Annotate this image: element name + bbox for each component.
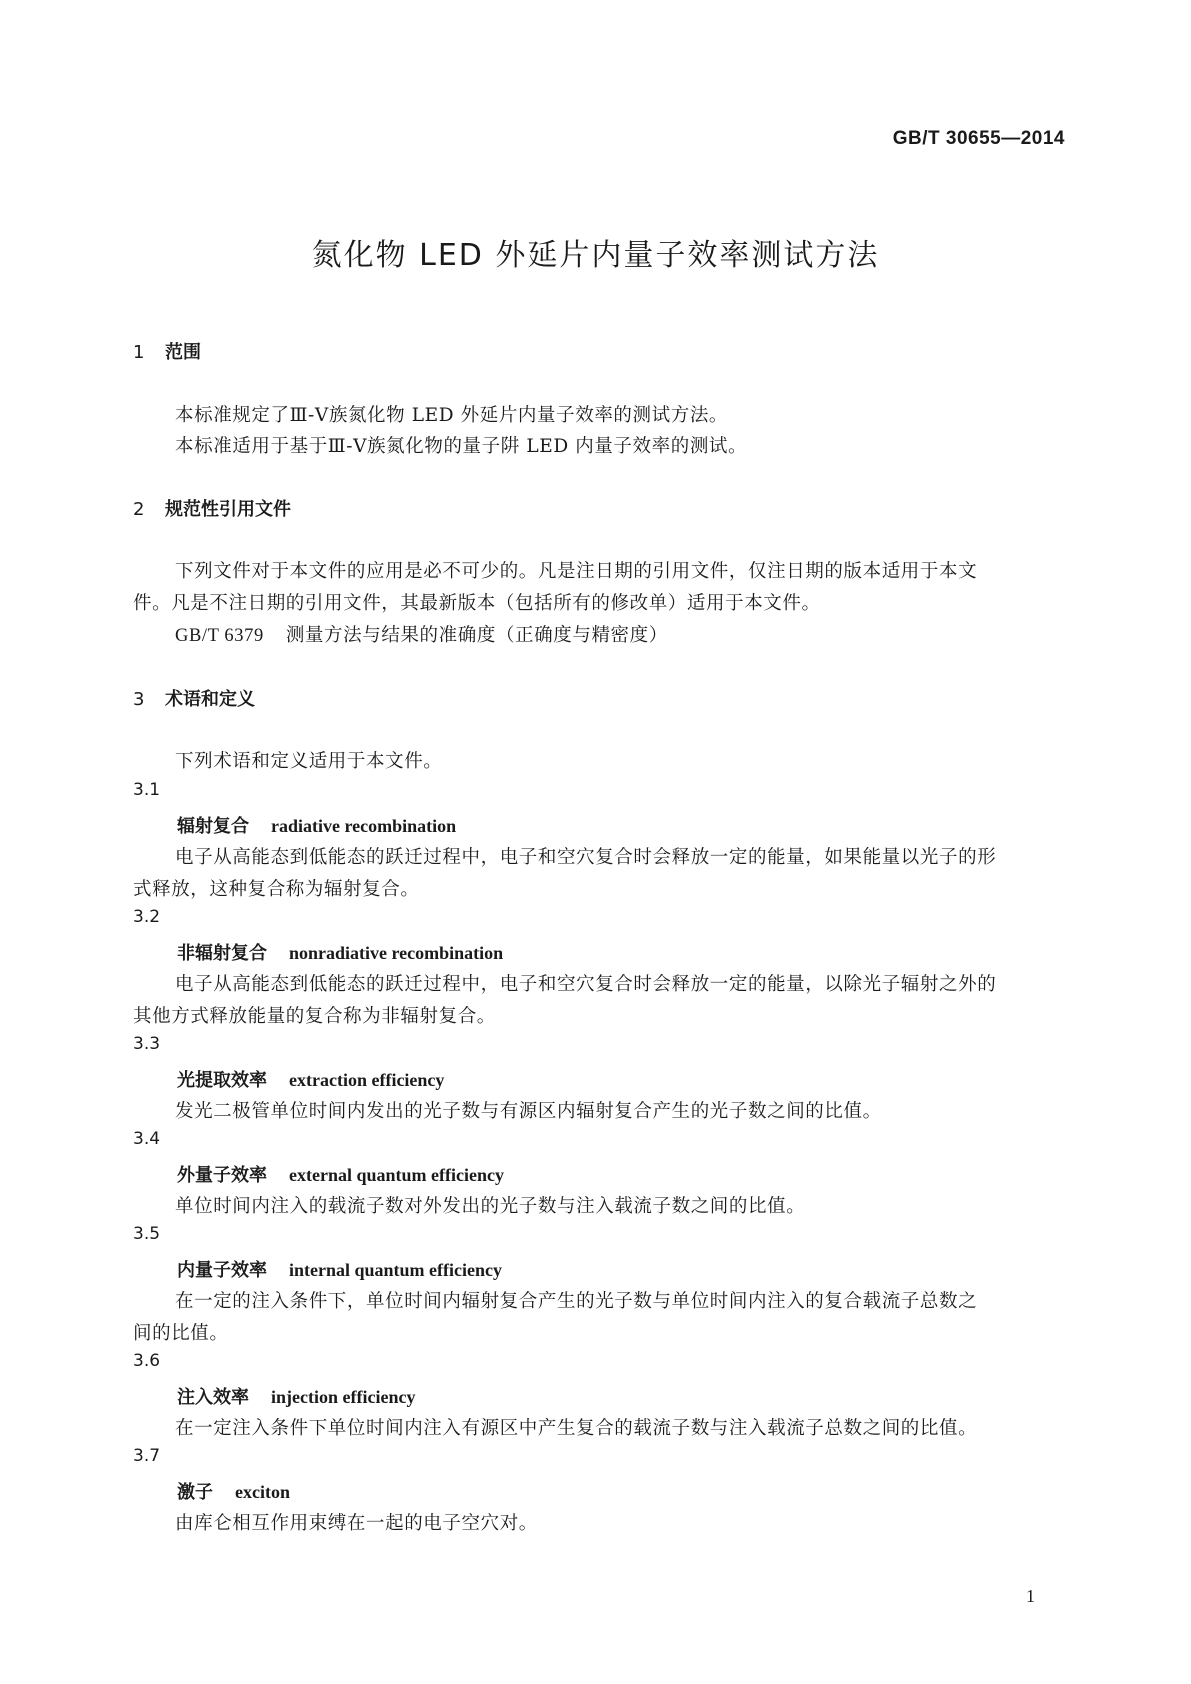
term-definition-continuation: 其他方式释放能量的复合称为非辐射复合。 xyxy=(133,1006,496,1027)
term-heading xyxy=(177,1256,502,1282)
clause-number: 3.2 xyxy=(133,907,161,927)
term-zh: 非辐射复合 xyxy=(177,943,267,964)
term-definition: 在一定注入条件下单位时间内注入有源区中产生复合的载流子数与注入载流子总数之间的比值。 xyxy=(175,1418,978,1439)
clause-number: 3.6 xyxy=(133,1351,161,1371)
section-number: 2 xyxy=(133,499,145,520)
standard-code: GB/T 30655—2014 xyxy=(892,128,1065,149)
term-definition: 电子从高能态到低能态的跃迁过程中，电子和空穴复合时会释放一定的能量，以除光子辐射之外的 xyxy=(175,974,997,995)
section-number: 3 xyxy=(133,689,145,710)
term-definition: 由库仑相互作用束缚在一起的电子空穴对。 xyxy=(175,1513,538,1534)
term-definition: 电子从高能态到低能态的跃迁过程中，电子和空穴复合时会释放一定的能量，如果能量以光子的形 xyxy=(175,847,997,868)
reference-title: 测量方法与结果的准确度（正确度与精密度） xyxy=(285,625,668,646)
paragraph-continuation: 件。凡是不注日期的引用文件，其最新版本（包括所有的修改单）适用于本文件。 xyxy=(133,593,821,614)
section-3-heading xyxy=(133,685,255,711)
paragraph: 本标准适用于基于Ⅲ-Ⅴ族氮化物的量子阱 LED 内量子效率的测试。 xyxy=(175,436,748,457)
section-1-heading xyxy=(133,338,201,364)
term-zh: 光提取效率 xyxy=(177,1070,267,1091)
page-number: 1 xyxy=(1026,1586,1035,1606)
paragraph: 下列术语和定义适用于本文件。 xyxy=(175,751,443,772)
term-heading xyxy=(177,1478,290,1504)
section-title: 范围 xyxy=(165,342,201,363)
term-heading xyxy=(177,939,503,965)
term-definition: 单位时间内注入的载流子数对外发出的光子数与注入载流子数之间的比值。 xyxy=(175,1196,806,1217)
normative-reference xyxy=(175,621,668,647)
section-title: 规范性引用文件 xyxy=(165,499,291,520)
term-en: exciton xyxy=(235,1482,290,1502)
term-en: radiative recombination xyxy=(271,816,457,836)
term-heading xyxy=(177,1161,504,1187)
clause-number: 3.7 xyxy=(133,1446,161,1466)
section-2-heading xyxy=(133,495,291,521)
document-title: 氮化物 LED 外延片内量子效率测试方法 xyxy=(311,238,880,273)
term-zh: 内量子效率 xyxy=(177,1260,267,1281)
term-en: extraction efficiency xyxy=(289,1070,445,1090)
term-en: internal quantum efficiency xyxy=(289,1260,502,1280)
section-number: 1 xyxy=(133,342,145,363)
clause-number: 3.3 xyxy=(133,1034,161,1054)
clause-number: 3.5 xyxy=(133,1224,161,1244)
term-definition: 发光二极管单位时间内发出的光子数与有源区内辐射复合产生的光子数之间的比值。 xyxy=(175,1101,882,1122)
clause-number: 3.1 xyxy=(133,780,161,800)
term-en: nonradiative recombination xyxy=(289,943,504,963)
term-en: external quantum efficiency xyxy=(289,1165,504,1185)
paragraph: 本标准规定了Ⅲ-Ⅴ族氮化物 LED 外延片内量子效率的测试方法。 xyxy=(175,405,729,426)
term-zh: 注入效率 xyxy=(177,1387,249,1408)
reference-code: GB/T 6379 xyxy=(175,626,264,646)
term-zh: 外量子效率 xyxy=(177,1165,267,1186)
term-heading xyxy=(177,812,456,838)
term-definition-continuation: 式释放，这种复合称为辐射复合。 xyxy=(133,879,420,900)
term-heading xyxy=(177,1383,415,1409)
section-title: 术语和定义 xyxy=(165,689,255,710)
term-definition: 在一定的注入条件下，单位时间内辐射复合产生的光子数与单位时间内注入的复合载流子总数之 xyxy=(175,1291,978,1312)
term-zh: 激子 xyxy=(177,1482,213,1503)
term-zh: 辐射复合 xyxy=(177,816,249,837)
term-en: injection efficiency xyxy=(271,1387,416,1407)
clause-number: 3.4 xyxy=(133,1129,161,1149)
term-heading xyxy=(177,1066,444,1092)
term-definition-continuation: 间的比值。 xyxy=(133,1323,229,1344)
paragraph: 下列文件对于本文件的应用是必不可少的。凡是注日期的引用文件，仅注日期的版本适用于本文 xyxy=(175,561,978,582)
